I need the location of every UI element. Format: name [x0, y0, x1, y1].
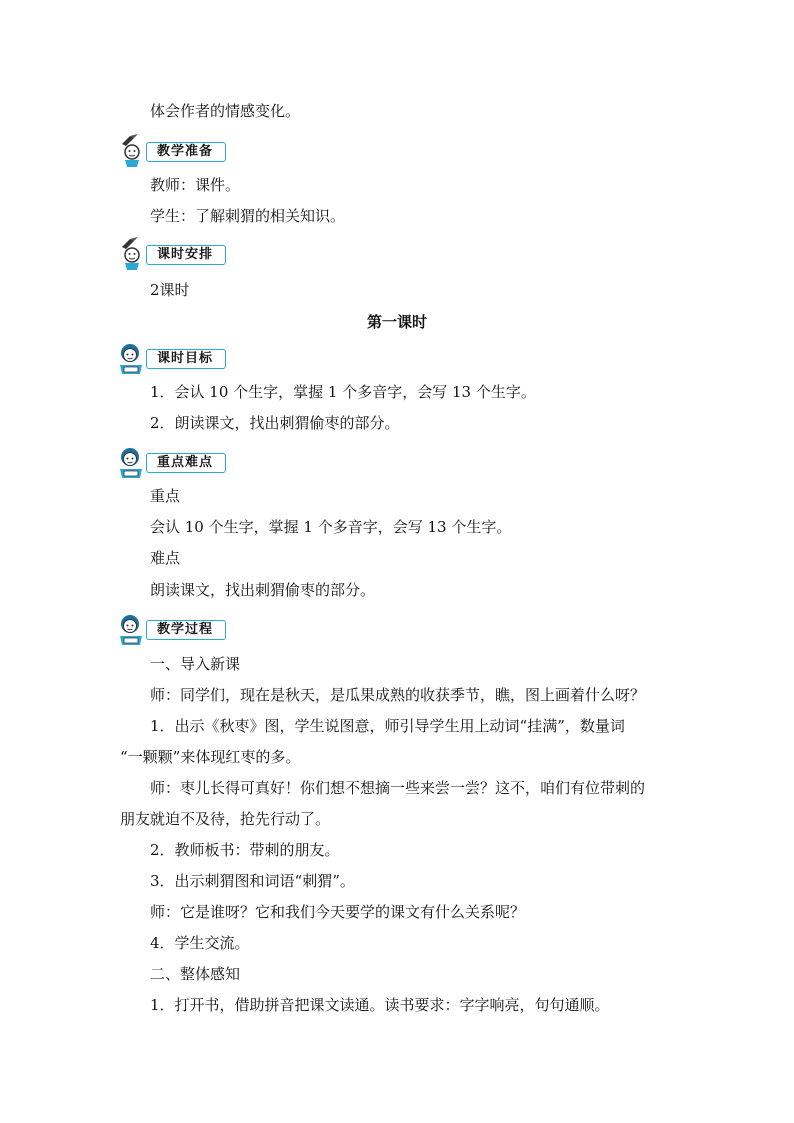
prep-line-2: 学生：了解刺猬的相关知识。 [150, 207, 346, 225]
process-line-5: 师：枣儿长得可真好！你们想不想摘一些来尝一尝？这不，咱们有位带刺的 [150, 779, 646, 797]
section-title-key-points: 重点难点 [146, 453, 226, 473]
process-line-2: 师：同学们，现在是秋天，是瓜果成熟的收获季节，瞧，图上画着什么呀？ [150, 686, 646, 704]
process-line-7: 2．教师板书：带刺的朋友。 [150, 841, 340, 859]
process-line-4: “一颗颗”来体现红枣的多。 [120, 748, 301, 766]
process-line-9: 师：它是谁呀？它和我们今天要学的课文有什么关系呢？ [150, 903, 526, 921]
section-header-key-points [116, 445, 236, 479]
section-title-process: 教学过程 [146, 620, 226, 640]
process-line-1: 一、导入新课 [150, 655, 241, 673]
section-title-prep: 教学准备 [146, 142, 226, 162]
goals-line-1: 1．会认 10 个生字，掌握 1 个多音字，会写 13 个生字。 [150, 383, 536, 401]
process-line-12: 1．打开书，借助拼音把课文读通。读书要求：字字响亮，句句通顺。 [150, 996, 610, 1014]
goals-line-2: 2．朗读课文，找出刺猬偷枣的部分。 [150, 414, 400, 432]
process-line-3: 1．出示《秋枣》图，学生说图意，师引导学生用上动词“挂满”，数量词 [150, 717, 625, 735]
schedule-line-1: 2课时 [150, 281, 190, 299]
section-header-goals [116, 341, 236, 375]
prep-line-1: 教师：课件。 [150, 176, 241, 194]
section-title-schedule: 课时安排 [146, 245, 226, 265]
intro-tail-text: 体会作者的情感变化。 [150, 102, 301, 120]
process-line-11: 二、整体感知 [150, 965, 241, 983]
key-points-line-2: 会认 10 个生字，掌握 1 个多音字，会写 13 个生字。 [150, 518, 512, 536]
lesson-title: 第一课时 [366, 313, 427, 331]
key-points-line-4: 朗读课文，找出刺猬偷枣的部分。 [150, 581, 376, 599]
process-line-6: 朋友就迫不及待，抢先行动了。 [120, 810, 331, 828]
key-points-line-1: 重点 [150, 487, 181, 505]
key-points-line-3: 难点 [150, 549, 181, 567]
section-title-goals: 课时目标 [146, 349, 226, 369]
section-header-process [116, 612, 236, 646]
section-header-prep [116, 134, 236, 168]
process-line-10: 4．学生交流。 [150, 934, 250, 952]
process-line-8: 3．出示刺猬图和词语“刺猬”。 [150, 872, 355, 890]
section-header-schedule [116, 237, 236, 271]
